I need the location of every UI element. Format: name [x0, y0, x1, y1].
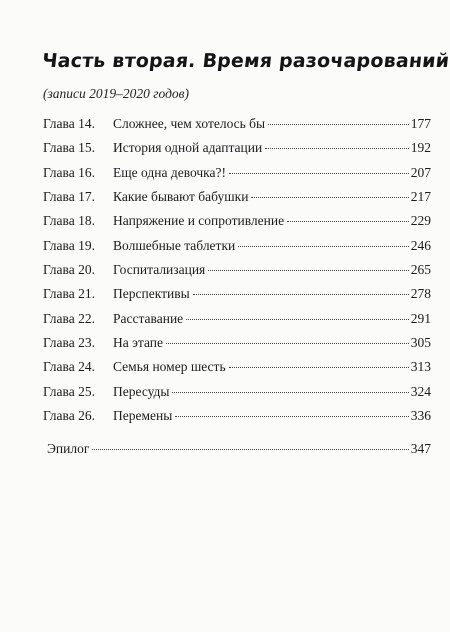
dot-leader — [166, 343, 409, 344]
dot-leader — [186, 319, 409, 320]
dot-leader — [268, 124, 409, 125]
toc-row — [43, 262, 431, 286]
chapter-number: Глава 24. — [43, 359, 95, 375]
toc-row — [43, 311, 431, 335]
table-of-contents — [43, 116, 431, 432]
toc-row — [43, 335, 431, 359]
toc-row — [43, 189, 431, 213]
page-number: 291 — [410, 310, 431, 326]
chapter-title: История одной адаптации — [113, 140, 263, 156]
epilog-title: Эпилог — [47, 441, 90, 456]
chapter-title: Сложнее, чем хотелось бы — [113, 116, 266, 131]
page-number: 177 — [410, 116, 431, 131]
page-number: 207 — [410, 164, 431, 180]
dot-leader — [208, 270, 408, 271]
chapter-number: Глава 14. — [43, 116, 95, 131]
chapter-number: Глава 26. — [43, 408, 95, 424]
chapter-number: Глава 25. — [43, 383, 95, 399]
toc-row — [43, 165, 431, 189]
chapter-number: Глава 19. — [43, 237, 95, 253]
toc-row — [43, 359, 431, 383]
chapter-title: Какие бывают бабушки — [113, 189, 249, 205]
dot-leader — [92, 449, 408, 450]
chapter-number: Глава 15. — [43, 140, 95, 156]
chapter-title: Напряжение и сопротивление — [113, 213, 285, 229]
dot-leader — [193, 294, 409, 295]
chapter-title: Пересуды — [113, 383, 170, 399]
part-title: Часть вторая. Время разочарований — [41, 50, 450, 72]
toc-row — [47, 441, 431, 465]
page-number: 265 — [410, 262, 431, 278]
page-number: 305 — [410, 335, 431, 351]
dot-leader — [265, 148, 409, 149]
page-number: 229 — [410, 213, 431, 229]
chapter-title: Расставание — [113, 310, 184, 326]
chapter-number: Глава 16. — [43, 164, 95, 180]
dot-leader — [172, 392, 408, 393]
dot-leader — [238, 246, 409, 247]
dot-leader — [229, 367, 409, 368]
chapter-title: Семья номер шесть — [113, 359, 226, 375]
page-number: 217 — [410, 189, 431, 205]
page-number: 324 — [410, 383, 431, 399]
chapter-number: Глава 22. — [43, 310, 95, 326]
chapter-number: Глава 23. — [43, 335, 95, 351]
chapter-title: Волшебные таблетки — [113, 237, 236, 253]
toc-row — [43, 140, 431, 164]
dot-leader — [229, 173, 409, 174]
chapter-title: На этапе — [113, 335, 164, 351]
epilog-entry — [47, 441, 431, 465]
page-number: 246 — [410, 237, 431, 253]
toc-row — [43, 116, 431, 140]
dot-leader — [251, 197, 408, 198]
page-number: 192 — [410, 140, 431, 156]
chapter-title: Госпитализация — [113, 262, 206, 278]
chapter-title: Перспективы — [113, 286, 190, 302]
page-number: 278 — [410, 286, 431, 302]
chapter-title: Еще одна девочка?! — [113, 164, 226, 180]
toc-row — [43, 213, 431, 237]
chapter-number: Глава 17. — [43, 189, 95, 205]
dot-leader — [175, 416, 408, 417]
page-number: 347 — [410, 441, 431, 456]
toc-row — [43, 384, 431, 408]
toc-row — [43, 408, 431, 432]
toc-row — [43, 238, 431, 262]
part-subtitle: (записи 2019–2020 годов) — [43, 86, 190, 101]
toc-row — [43, 286, 431, 310]
chapter-title: Перемены — [113, 408, 173, 424]
chapter-number: Глава 20. — [43, 262, 95, 278]
chapter-number: Глава 21. — [43, 286, 95, 302]
chapter-number: Глава 18. — [43, 213, 95, 229]
page-number: 313 — [410, 359, 431, 375]
page-number: 336 — [410, 408, 431, 424]
dot-leader — [287, 221, 409, 222]
